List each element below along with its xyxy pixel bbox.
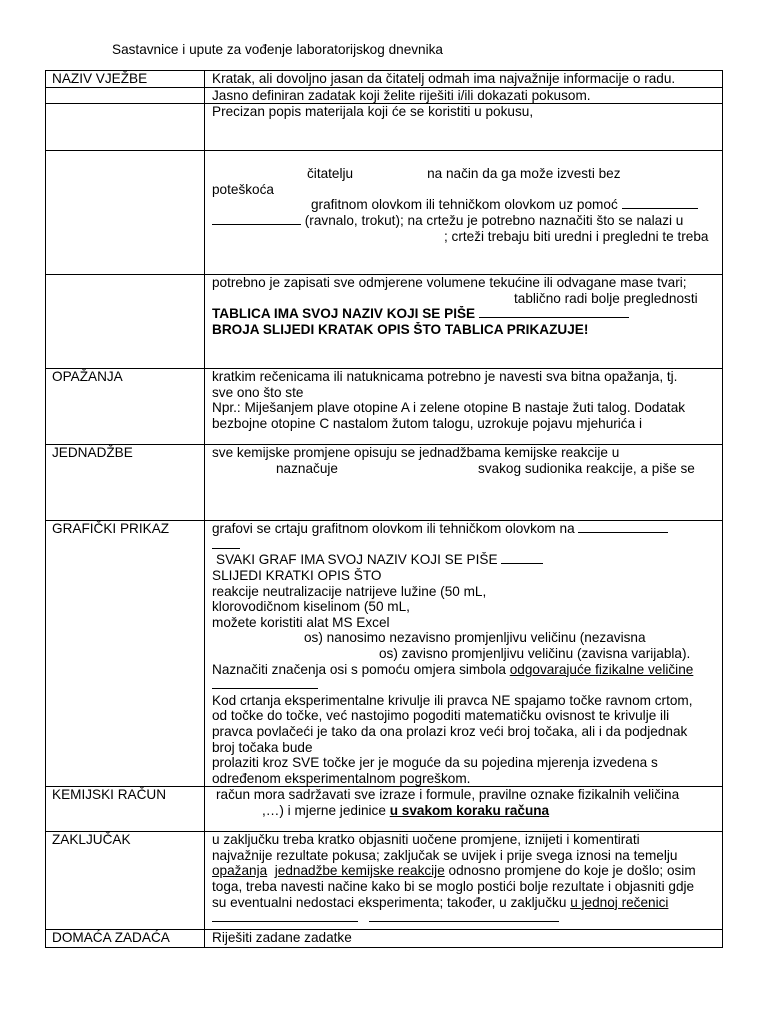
row-content: Jasno definiran zadatak koji želite riješiti i/ili dokazati pokusom. [205,87,723,104]
table-row [46,104,723,151]
row-content: Precizan popis materijala koji će se koristiti u pokusu, [205,104,723,151]
row-content: račun mora sadržavati sve izraze i formule, pravilne oznake fizikalnih veličina ,…) i mjerne jedinice u svakom koraku računa [205,787,723,832]
row-label: GRAFIČKI PRIKAZ [46,521,205,787]
page-title: Sastavnice i upute za vođenje laboratorijskog dnevnika [112,42,443,57]
row-label: ZAKLJUČAK [46,832,205,930]
row-label: JEDNADŽBE [46,445,205,521]
row-content: potrebno je zapisati sve odmjerene volumene tekućine ili odvagane mase tvari; tablično radi bolje preglednosti TABLICA IMA SVOJ NAZIV KOJI SE PIŠE BROJA SLIJEDI KRATAK OPIS ŠTO TABLICA PRIKAZUJE! [205,275,723,369]
row-content: Kratak, ali dovoljno jasan da čitatelj odmah ima najvažnije informacije o radu. [205,71,723,88]
table-row [46,87,723,104]
row-content: Riješiti zadane zadatke [205,930,723,948]
row-label [46,275,205,369]
lab-journal-table [45,70,723,948]
row-label [46,151,205,275]
table-row [46,275,723,369]
row-content: u zaključku treba kratko objasniti uočene promjene, iznijeti i komentirati najvažnije rezultate pokusa; zaključak se uvijek i prije svega iznosi na temelju opažanja jednadžbe kemijske reakcije odnosno promjene do koje je došlo; osim toga, treba navesti načine kako bi se moglo postići bolje rezultate i objasniti gdje su eventualni nedostaci eksperimenta; također, u zaključku u jednoj rečenici [205,832,723,930]
row-label [46,104,205,151]
row-label [46,87,205,104]
table-row [46,71,723,88]
table-row [46,930,723,948]
table-row [46,445,723,521]
row-label: OPAŽANJA [46,369,205,445]
table-row [46,151,723,275]
row-label: DOMAĆA ZADAĆA [46,930,205,948]
row-content: grafovi se crtaju grafitnom olovkom ili tehničkom olovkom na SVAKI GRAF IMA SVOJ NAZIV KOJI SE PIŠE SLIJEDI KRATKI OPIS ŠTO reakcije neutralizacije natrijeve lužine (50 mL, klorovodičnom kiselinom (50 mL, možete koristiti alat MS Excel os) nanosimo nezavisno promjenljivu veličinu (nezavisna os) zavisno promjenljivu veličinu (zavisna varijabla). Naznačiti značenja osi s pomoću omjera simbola odgovarajuće fizikalne veličine Kod crtanja eksperimentalne krivulje ili pravca NE spajamo točke ravnom crtom, od točke do točke, već nastojimo pogoditi matematičku ovisnost te krivulje ili pravca povlačeći je tako da ona prolazi kroz veći broj točaka, ali i da podjednak broj točaka bude prolaziti kroz SVE točke jer je moguće da su pojedina mjerenja izvedena s određenom eksperimentalnom pogreškom. [205,521,723,787]
row-label: NAZIV VJEŽBE [46,71,205,88]
row-content: kratkim rečenicama ili natuknicama potrebno je navesti sva bitna opažanja, tj. sve ono što ste Npr.: Miješanjem plave otopine A i zelene otopine B nastaje žuti talog. Dodatak bezbojne otopine C nastalom žutom talogu, uzrokuje pojavu mjehurića i [205,369,723,445]
table-row [46,369,723,445]
table-row [46,521,723,787]
row-content: sve kemijske promjene opisuju se jednadžbama kemijske reakcije u naznačuje svakog sudionika reakcije, a piše se [205,445,723,521]
row-label: KEMIJSKI RAČUN [46,787,205,832]
table-row [46,832,723,930]
table-row [46,787,723,832]
row-content: čitatelju na način da ga može izvesti bez poteškoća grafitnom olovkom ili tehničkom olovkom uz pomoć (ravnalo, trokut); na crtežu je potrebno naznačiti što se nalazi u ; crteži trebaju biti uredni i pregledni te treba [205,151,723,275]
